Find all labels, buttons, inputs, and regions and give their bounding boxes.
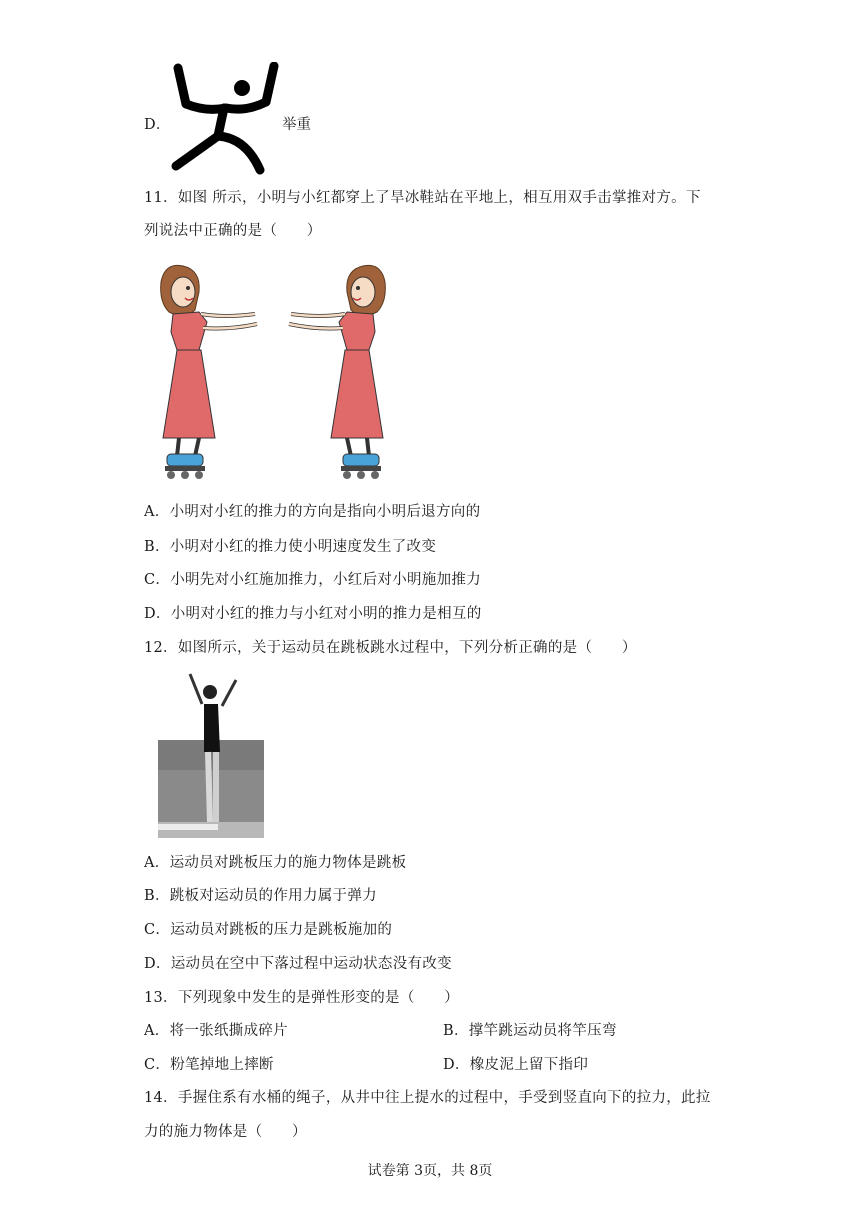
q13-option-d: D．橡皮泥上留下指印	[443, 1057, 589, 1073]
girl-right-figure	[289, 265, 385, 479]
q11-option-b: B．小明对小红的推力使小明速度发生了改变	[144, 539, 437, 555]
q13-option-c: C．粉笔掉地上摔断	[144, 1057, 274, 1073]
girl-left-figure	[161, 265, 257, 479]
page-footer: 试卷第 3页，共 8页	[367, 1163, 493, 1179]
diver-photo	[158, 672, 264, 838]
q13-option-b: B．撑竿跳运动员将竿压弯	[443, 1023, 617, 1039]
skating-girls-illustration	[155, 262, 391, 484]
q14-stem-line1: 14．手握住系有水桶的绳子，从井中往上提水的过程中，手受到竖直向下的拉力，此拉	[144, 1090, 711, 1106]
q12-stem: 12．如图所示，关于运动员在跳板跳水过程中，下列分析正确的是（ ）	[144, 640, 637, 656]
q11-option-a: A．小明对小红的推力的方向是指向小明后退方向的	[144, 504, 481, 520]
q12-option-b: B．跳板对运动员的作用力属于弹力	[144, 888, 377, 904]
q12-option-d: D．运动员在空中下落过程中运动状态没有改变	[144, 956, 452, 972]
q11-stem-line1: 11．如图 所示，小明与小红都穿上了旱冰鞋站在平地上，相互用双手击掌推对方。下	[144, 190, 701, 206]
q13-stem: 13．下列现象中发生的是弹性形变的是（ ）	[144, 990, 460, 1006]
q11-option-d: D．小明对小红的推力与小红对小明的推力是相互的	[144, 606, 482, 622]
q10-option-d-caption: 举重	[282, 117, 311, 133]
weightlifting-pictogram	[166, 62, 282, 178]
q12-option-c: C．运动员对跳板的压力是跳板施加的	[144, 922, 393, 938]
q10-option-d-label: D．	[144, 117, 171, 133]
q11-stem-line2: 列说法中正确的是（ ）	[144, 223, 322, 239]
q12-option-a: A．运动员对跳板压力的施力物体是跳板	[144, 855, 407, 871]
q14-stem-line2: 力的施力物体是（ ）	[144, 1124, 307, 1140]
q11-option-c: C．小明先对小红施加推力，小红后对小明施加推力	[144, 572, 481, 588]
q13-option-a: A．将一张纸撕成碎片	[144, 1023, 288, 1039]
